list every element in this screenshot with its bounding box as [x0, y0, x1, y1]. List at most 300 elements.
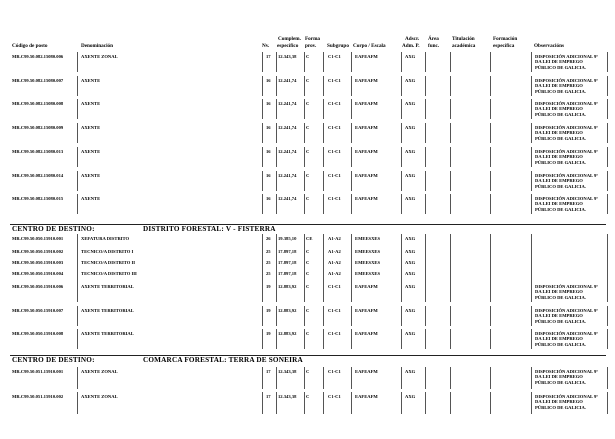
cell-border [323, 392, 324, 414]
cell-nv: 25 [266, 260, 271, 265]
cell-border [304, 171, 305, 191]
cell-border [276, 194, 277, 214]
cell-denom: AXENTE TERRITORIAL [81, 308, 134, 313]
cell-adscr: AXG [405, 260, 416, 265]
cell-border [323, 367, 324, 389]
cell-ce: 12.343,38 [278, 54, 297, 59]
cell-border [262, 123, 263, 143]
cell-border [607, 171, 608, 191]
cell-border [262, 194, 263, 214]
cell-border [351, 99, 352, 119]
cell-observacions: DISPOSICIÓN ADICIONAL 9ª DA LEI DE EMPREGO PÚBLICO DE GALICIA. [535, 369, 598, 385]
cell-fp: C [306, 173, 310, 178]
header-complem-2: específico [277, 43, 299, 49]
cell-ce: 12.241,74 [278, 196, 297, 201]
cell-border [425, 282, 426, 302]
cell-sub: C1-C1 [328, 308, 341, 313]
cell-border [304, 392, 305, 414]
cell-fp: C [306, 101, 310, 106]
cell-border [490, 147, 491, 167]
cell-border [262, 52, 263, 72]
header-codigo: Código de posto [12, 43, 48, 49]
cell-border [401, 392, 402, 414]
cell-border [276, 171, 277, 191]
cell-border [77, 76, 78, 96]
cell-border [490, 99, 491, 119]
cell-corpo: EAFEAFM [355, 54, 378, 59]
cell-border [262, 147, 263, 167]
cell-border [401, 282, 402, 302]
cell-border [607, 99, 608, 119]
cell-border [607, 52, 608, 72]
cell-adscr: AXG [405, 331, 416, 336]
header-titulacion-2: académica [452, 43, 476, 49]
cell-adscr: AXG [405, 54, 416, 59]
cell-sub: A1-A2 [328, 249, 341, 254]
cell-adscr: AXG [405, 394, 416, 399]
cell-border [351, 123, 352, 143]
cell-border [77, 52, 78, 72]
cell-border [450, 123, 451, 143]
cell-corpo: EAFEAFM [355, 369, 378, 374]
section-divider [10, 355, 606, 356]
cell-border [490, 123, 491, 143]
cell-adscr: AXG [405, 284, 416, 289]
cell-observacions: DISPOSICIÓN ADICIONAL 9ª DA LEI DE EMPREGO PÚBLICO DE GALICIA. [535, 284, 598, 300]
cell-border [531, 171, 532, 191]
cell-ce: 12.241,74 [278, 149, 297, 154]
cell-border [531, 76, 532, 96]
cell-border [450, 194, 451, 214]
cell-fp: C [306, 249, 310, 254]
cell-border [276, 367, 277, 389]
cell-ce: 12.343,38 [278, 394, 297, 399]
header-formacion-1: Formación [493, 36, 518, 42]
cell-border [450, 171, 451, 191]
cell-border [304, 147, 305, 167]
cell-border [262, 392, 263, 414]
cell-border [531, 306, 532, 326]
header-forma-2: prov. [305, 43, 317, 49]
cell-border [276, 282, 277, 302]
cell-code: MR.C99.50.082.15080.013 [12, 149, 64, 154]
cell-border [450, 147, 451, 167]
cell-border [351, 147, 352, 167]
cell-code: MR.C99.50.051.15910.002 [12, 394, 64, 399]
cell-border [77, 282, 78, 302]
cell-border [77, 171, 78, 191]
cell-fp: C [306, 394, 310, 399]
cell-code: MR.C99.50.082.15080.008 [12, 101, 64, 106]
cell-border [304, 76, 305, 96]
cell-border [262, 329, 263, 349]
cell-code: MR.C99.50.050.15910.007 [12, 308, 64, 313]
cell-border [323, 282, 324, 302]
cell-border [401, 99, 402, 119]
cell-code: MR.C99.50.050.15910.006 [12, 284, 64, 289]
cell-ce: 17.897,18 [278, 260, 297, 265]
cell-adscr: AXG [405, 271, 416, 276]
cell-denom: AXENTE [81, 78, 101, 83]
cell-code: MR.C99.50.082.15080.006 [12, 54, 64, 59]
cell-border [351, 194, 352, 214]
cell-code: MR.C99.50.050.15910.001 [12, 236, 64, 241]
cell-border [276, 123, 277, 143]
cell-nv: 19 [266, 284, 271, 289]
cell-border [607, 392, 608, 414]
cell-adscr: AXG [405, 125, 416, 130]
cell-observacions: DISPOSICIÓN ADICIONAL 9ª DA LEI DE EMPREGO PÚBLICO DE GALICIA. [535, 394, 598, 410]
cell-nv: 16 [266, 149, 271, 154]
cell-border [323, 171, 324, 191]
cell-border [323, 52, 324, 72]
cell-sub: C1-C1 [328, 149, 341, 154]
cell-nv: 17 [266, 54, 271, 59]
cell-border [425, 52, 426, 72]
cell-nv: 16 [266, 196, 271, 201]
cell-border [262, 282, 263, 302]
cell-border [262, 306, 263, 326]
cell-corpo: EAFEAFM [355, 149, 378, 154]
cell-denom: AXENTE ZONAL [81, 54, 118, 59]
cell-border [425, 123, 426, 143]
header-denominacion: Denominación [81, 43, 113, 49]
cell-corpo: EAFEAFM [355, 308, 378, 313]
cell-border [607, 147, 608, 167]
cell-sub: A1-A2 [328, 260, 341, 265]
cell-denom: AXENTE ZONAL [81, 394, 118, 399]
cell-adscr: AXG [405, 308, 416, 313]
cell-border [425, 306, 426, 326]
section2-label: CENTRO DE DESTINO: [12, 225, 95, 233]
cell-ce: 12.241,74 [278, 125, 297, 130]
cell-border [276, 147, 277, 167]
cell-border [425, 147, 426, 167]
cell-fp: C [306, 369, 310, 374]
cell-border [401, 367, 402, 389]
cell-border [450, 99, 451, 119]
header-area-2: func. [428, 43, 440, 49]
cell-nv: 25 [266, 271, 271, 276]
cell-adscr: AXG [405, 173, 416, 178]
cell-border [351, 367, 352, 389]
cell-fp: C [306, 260, 310, 265]
cell-border [531, 392, 532, 414]
cell-border [323, 99, 324, 119]
cell-border [77, 123, 78, 143]
cell-ce: 19.385,10 [278, 236, 297, 241]
cell-code: MR.C99.50.050.15910.008 [12, 331, 64, 336]
cell-adscr: AXG [405, 101, 416, 106]
cell-corpo: EMEESXES [355, 236, 381, 241]
cell-border [77, 329, 78, 349]
cell-corpo: EAFEAFM [355, 331, 378, 336]
cell-border [401, 171, 402, 191]
cell-border [490, 52, 491, 72]
cell-fp: C [306, 196, 310, 201]
cell-border [351, 171, 352, 191]
cell-border [304, 194, 305, 214]
cell-code: MR.C99.50.050.15910.002 [12, 249, 64, 254]
cell-border [531, 123, 532, 143]
cell-code: MR.C99.50.082.15080.009 [12, 125, 64, 130]
cell-denom: AXENTE ZONAL [81, 369, 118, 374]
cell-denom: TECNICO/A DISTRITO I [81, 249, 134, 254]
cell-corpo: EAFEAFM [355, 173, 378, 178]
cell-adscr: AXG [405, 236, 416, 241]
cell-border [425, 392, 426, 414]
cell-border [323, 194, 324, 214]
cell-sub: C1-C1 [328, 284, 341, 289]
cell-border [425, 76, 426, 96]
cell-code: MR.C99.50.050.15910.003 [12, 260, 64, 265]
cell-border [490, 171, 491, 191]
cell-denom: AXENTE [81, 196, 101, 201]
cell-denom: TECNICO/A DISTRITO III [81, 271, 137, 276]
header-complem-1: Complem. [278, 36, 301, 42]
cell-denom: AXENTE [81, 101, 101, 106]
cell-sub: A1-A2 [328, 236, 341, 241]
cell-border [450, 392, 451, 414]
cell-border [425, 171, 426, 191]
cell-denom: AXENTE TERRITORIAL [81, 331, 134, 336]
cell-border [490, 306, 491, 326]
cell-border [77, 367, 78, 389]
cell-corpo: EAFEAFM [355, 394, 378, 399]
cell-border [304, 329, 305, 349]
cell-observacions: DISPOSICIÓN ADICIONAL 9ª DA LEI DE EMPREGO PÚBLICO DE GALICIA. [535, 78, 598, 94]
header-observacions: Observacións [534, 43, 564, 49]
cell-observacions: DISPOSICIÓN ADICIONAL 9ª DA LEI DE EMPREGO PÚBLICO DE GALICIA. [535, 54, 598, 70]
cell-border [401, 329, 402, 349]
cell-border [77, 194, 78, 214]
cell-code: MR.C99.50.082.15080.014 [12, 173, 64, 178]
cell-denom: AXENTE TERRITORIAL [81, 284, 134, 289]
cell-sub: A1-A2 [328, 271, 341, 276]
cell-border [276, 52, 277, 72]
cell-fp: C [306, 125, 310, 130]
cell-border [276, 329, 277, 349]
cell-border [531, 329, 532, 349]
cell-border [425, 329, 426, 349]
cell-border [304, 367, 305, 389]
cell-border [351, 329, 352, 349]
cell-ce: 12.883,92 [278, 284, 297, 289]
cell-border [531, 282, 532, 302]
cell-corpo: EMEESXES [355, 271, 381, 276]
cell-nv: 26 [266, 236, 271, 241]
cell-denom: TECNICO/A DISTRITO II [81, 260, 136, 265]
cell-ce: 12.883,92 [278, 308, 297, 313]
header-adscr-1: Adscr. [405, 36, 420, 42]
cell-border [323, 123, 324, 143]
cell-nv: 16 [266, 101, 271, 106]
section3-name: COMARCA FORESTAL: TERRA DE SONEIRA [143, 356, 303, 364]
cell-border [425, 367, 426, 389]
cell-nv: 16 [266, 125, 271, 130]
cell-denom: XEFATURA DISTRITO [81, 236, 130, 241]
section3-label: CENTRO DE DESTINO: [12, 356, 95, 364]
cell-ce: 17.897,18 [278, 271, 297, 276]
header-corpo: Corpo / Escala [353, 43, 386, 49]
cell-border [607, 282, 608, 302]
cell-observacions: DISPOSICIÓN ADICIONAL 9ª DA LEI DE EMPREGO PÚBLICO DE GALICIA. [535, 173, 598, 189]
cell-fp: C [306, 308, 310, 313]
header-nivel: Nv. [262, 43, 270, 49]
cell-code: MR.C99.50.051.15910.001 [12, 369, 64, 374]
cell-observacions: DISPOSICIÓN ADICIONAL 9ª DA LEI DE EMPREGO PÚBLICO DE GALICIA. [535, 101, 598, 117]
header-formacion-2: específica [493, 43, 515, 49]
cell-observacions: DISPOSICIÓN ADICIONAL 9ª DA LEI DE EMPREGO PÚBLICO DE GALICIA. [535, 149, 598, 165]
cell-corpo: EAFEAFM [355, 125, 378, 130]
cell-corpo: EAFEAFM [355, 78, 378, 83]
cell-border [262, 171, 263, 191]
cell-border [607, 194, 608, 214]
cell-border [607, 123, 608, 143]
cell-border [607, 76, 608, 96]
cell-sub: C1-C1 [328, 369, 341, 374]
cell-border [77, 392, 78, 414]
cell-nv: 16 [266, 78, 271, 83]
cell-code: MR.C99.50.082.15080.015 [12, 196, 64, 201]
cell-border [351, 282, 352, 302]
cell-fp: CE [306, 236, 313, 241]
cell-border [351, 392, 352, 414]
cell-border [304, 306, 305, 326]
header-forma-1: Forma [305, 36, 320, 42]
cell-border [401, 52, 402, 72]
cell-border [607, 306, 608, 326]
cell-observacions: DISPOSICIÓN ADICIONAL 9ª DA LEI DE EMPREGO PÚBLICO DE GALICIA. [535, 308, 598, 324]
section-divider [10, 224, 606, 225]
cell-border [401, 147, 402, 167]
cell-border [323, 147, 324, 167]
cell-ce: 12.241,74 [278, 101, 297, 106]
cell-border [531, 147, 532, 167]
cell-sub: C1-C1 [328, 125, 341, 130]
cell-sub: C1-C1 [328, 101, 341, 106]
cell-nv: 19 [266, 331, 271, 336]
cell-observacions: DISPOSICIÓN ADICIONAL 9ª DA LEI DE EMPREGO PÚBLICO DE GALICIA. [535, 196, 598, 212]
header-adscr-2: Adm. P. [402, 43, 420, 49]
cell-border [304, 282, 305, 302]
cell-border [401, 194, 402, 214]
header-subgrupo: Subgrupo [327, 43, 349, 49]
cell-border [490, 367, 491, 389]
cell-border [531, 367, 532, 389]
cell-border [401, 76, 402, 96]
cell-border [401, 123, 402, 143]
cell-border [276, 99, 277, 119]
cell-border [351, 306, 352, 326]
cell-fp: C [306, 331, 310, 336]
cell-adscr: AXG [405, 249, 416, 254]
cell-border [304, 123, 305, 143]
cell-border [450, 329, 451, 349]
cell-border [276, 306, 277, 326]
cell-corpo: EMEESXES [355, 260, 381, 265]
cell-sub: C1-C1 [328, 331, 341, 336]
cell-border [304, 99, 305, 119]
cell-border [276, 76, 277, 96]
cell-border [531, 99, 532, 119]
cell-corpo: EAFEAFM [355, 101, 378, 106]
cell-observacions: DISPOSICIÓN ADICIONAL 9ª DA LEI DE EMPREGO PÚBLICO DE GALICIA. [535, 125, 598, 141]
cell-border [425, 99, 426, 119]
cell-denom: AXENTE [81, 149, 101, 154]
cell-corpo: EAFEAFM [355, 196, 378, 201]
cell-border [607, 367, 608, 389]
cell-border [77, 306, 78, 326]
cell-ce: 12.343,38 [278, 369, 297, 374]
cell-border [425, 194, 426, 214]
cell-border [323, 306, 324, 326]
cell-fp: C [306, 149, 310, 154]
cell-adscr: AXG [405, 78, 416, 83]
cell-border [276, 392, 277, 414]
cell-sub: C1-C1 [328, 54, 341, 59]
cell-fp: C [306, 78, 310, 83]
cell-border [323, 76, 324, 96]
header-area-1: Área [428, 36, 439, 42]
cell-nv: 25 [266, 249, 271, 254]
cell-sub: C1-C1 [328, 173, 341, 178]
cell-border [304, 52, 305, 72]
cell-ce: 12.241,74 [278, 173, 297, 178]
cell-denom: AXENTE [81, 125, 101, 130]
cell-border [490, 282, 491, 302]
cell-sub: C1-C1 [328, 196, 341, 201]
cell-nv: 17 [266, 369, 271, 374]
cell-border [351, 76, 352, 96]
cell-border [77, 147, 78, 167]
cell-code: MR.C99.50.082.15080.007 [12, 78, 64, 83]
cell-adscr: AXG [405, 369, 416, 374]
cell-code: MR.C99.50.050.15910.004 [12, 271, 64, 276]
cell-ce: 12.883,92 [278, 331, 297, 336]
cell-border [351, 52, 352, 72]
cell-border [450, 306, 451, 326]
cell-fp: C [306, 54, 310, 59]
cell-ce: 12.241,74 [278, 78, 297, 83]
cell-border [77, 99, 78, 119]
cell-nv: 17 [266, 394, 271, 399]
cell-border [450, 52, 451, 72]
cell-sub: C1-C1 [328, 78, 341, 83]
cell-denom: AXENTE [81, 173, 101, 178]
cell-border [607, 329, 608, 349]
cell-border [490, 392, 491, 414]
cell-nv: 16 [266, 173, 271, 178]
cell-border [531, 194, 532, 214]
header-titulacion-1: Titulación [452, 36, 475, 42]
cell-nv: 19 [266, 308, 271, 313]
cell-sub: C1-C1 [328, 394, 341, 399]
cell-adscr: AXG [405, 149, 416, 154]
cell-border [323, 329, 324, 349]
cell-border [450, 76, 451, 96]
cell-border [262, 99, 263, 119]
cell-border [450, 367, 451, 389]
cell-ce: 17.897,18 [278, 249, 297, 254]
cell-fp: C [306, 284, 310, 289]
cell-observacions: DISPOSICIÓN ADICIONAL 9ª DA LEI DE EMPREGO PÚBLICO DE GALICIA. [535, 331, 598, 347]
cell-border [490, 194, 491, 214]
cell-border [490, 76, 491, 96]
cell-border [401, 306, 402, 326]
cell-corpo: EAFEAFM [355, 284, 378, 289]
cell-border [490, 329, 491, 349]
